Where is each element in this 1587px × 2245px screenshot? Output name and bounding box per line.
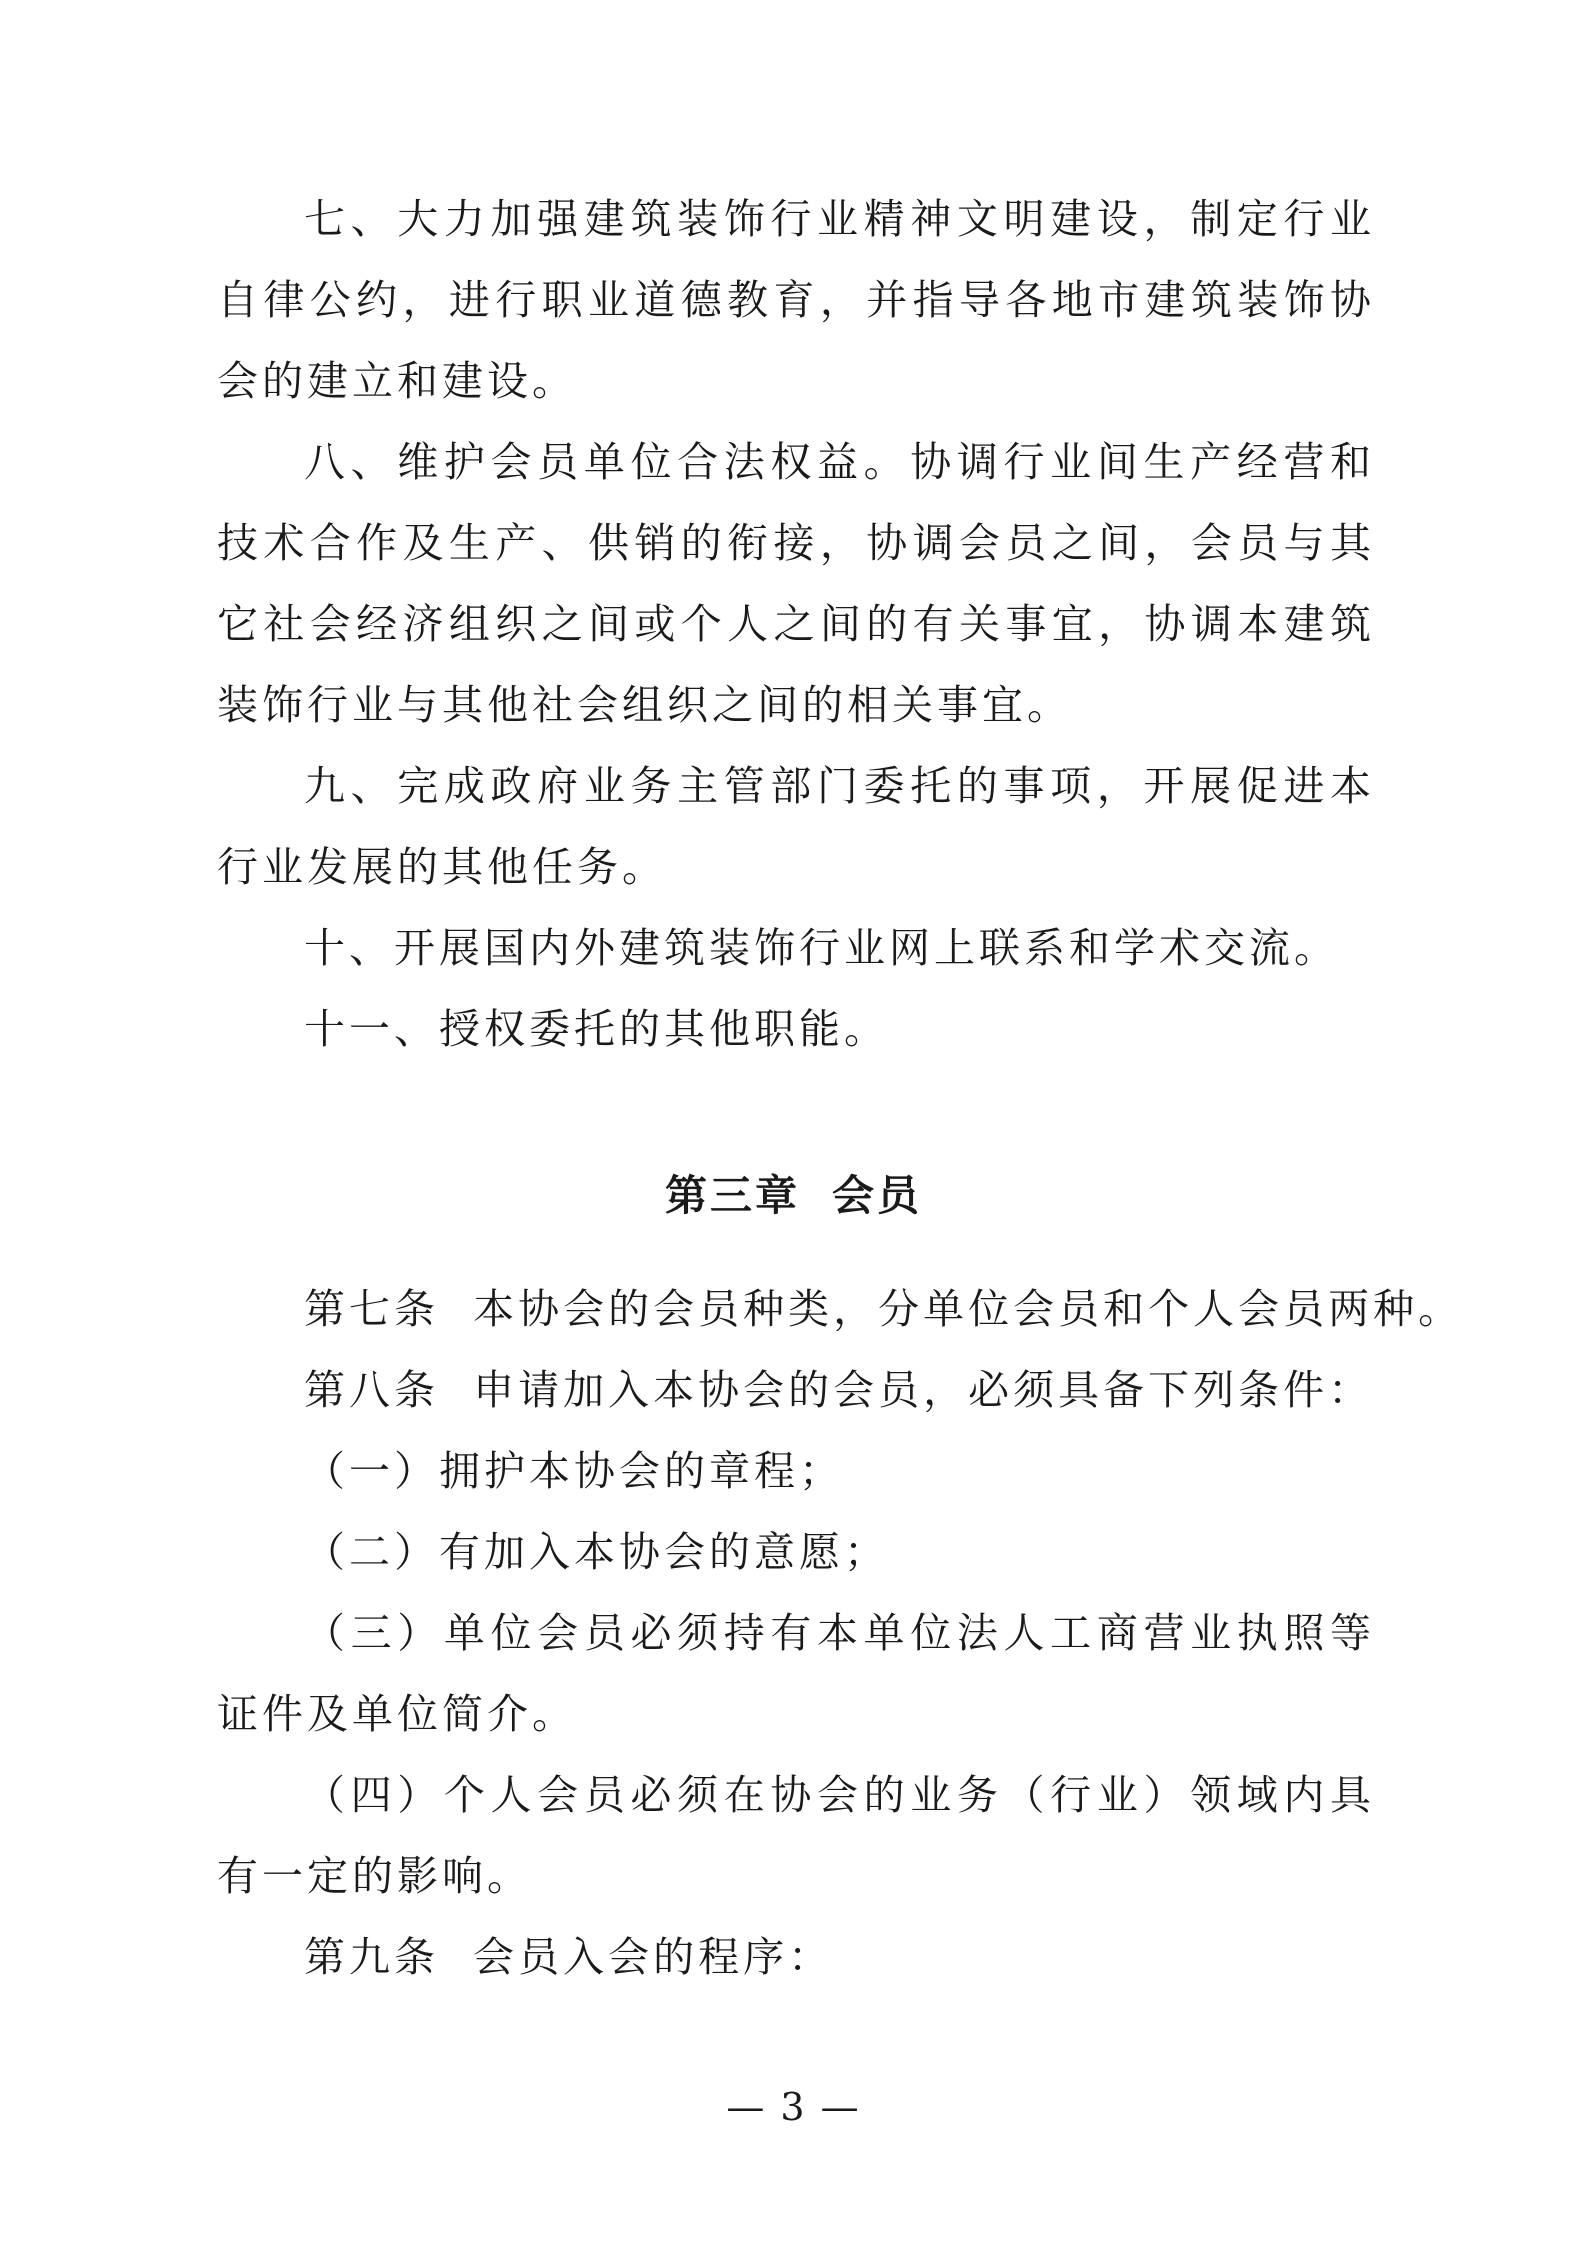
chapter-title: 会员 [832, 1171, 923, 1220]
paragraph-item-10: 十、开展国内外建筑装饰行业网上联系和学术交流。 [304, 924, 1339, 972]
chapter-number: 第三章 [664, 1171, 800, 1220]
article-9: 第九条 会员入会的程序： [304, 1933, 834, 1981]
condition-1: （一）拥护本协会的章程； [304, 1447, 844, 1495]
paragraph-item-8: 八、维护会员单位合法权益。协调行业间生产经营和技术合作及生产、供销的衔接，协调会员之间，会员与其它社会经济组织之间或个人之间的有关事宜，协调本建筑装饰行业与其他社会组织之间的相关事宜。 [217, 438, 1375, 729]
condition-3: （三）单位会员必须持有本单位法人工商营业执照等证件及单位简介。 [217, 1609, 1375, 1738]
article-7: 第七条 本协会的会员种类，分单位会员和个人会员两种。 [304, 1285, 1464, 1333]
article-8: 第八条 申请加入本协会的会员，必须具备下列条件： [304, 1366, 1374, 1414]
paragraph-item-7: 七、大力加强建筑装饰行业精神文明建设，制定行业自律公约，进行职业道德教育，并指导各地市建筑装饰协会的建立和建设。 [217, 195, 1375, 405]
paragraph-item-11: 十一、授权委托的其他职能。 [304, 1005, 889, 1053]
chapter-heading [0, 1163, 1587, 1223]
paragraph-item-9: 九、完成政府业务主管部门委托的事项，开展促进本行业发展的其他任务。 [217, 762, 1375, 891]
body-text-section-1 [217, 179, 1375, 1070]
body-text-section-2 [217, 1269, 1464, 1998]
condition-2: （二）有加入本协会的意愿； [304, 1528, 889, 1576]
condition-4: （四）个人会员必须在协会的业务（行业）领域内具有一定的影响。 [217, 1771, 1375, 1900]
page-number: — 3 — [726, 2085, 861, 2129]
